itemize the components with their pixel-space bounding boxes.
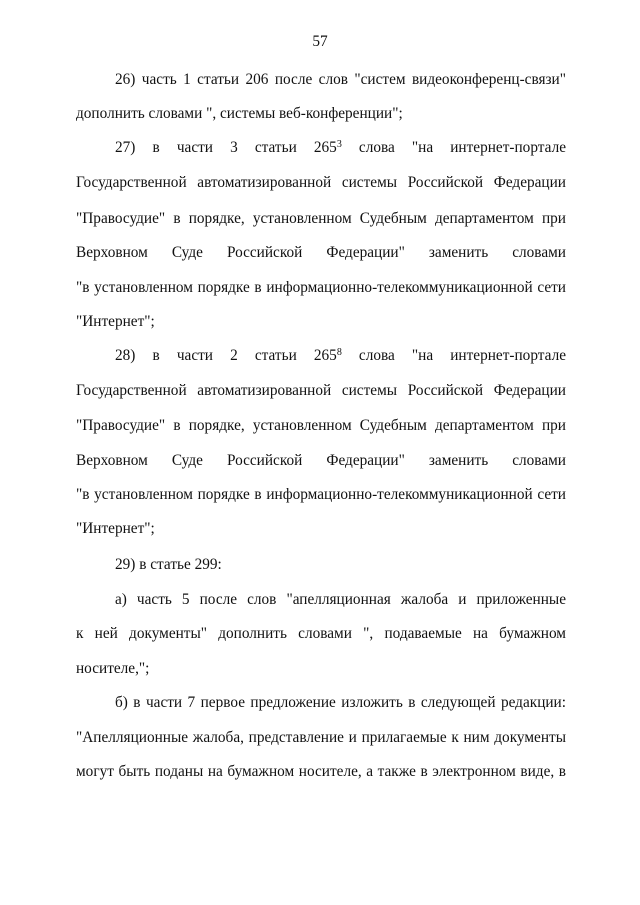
page-number: 57 <box>312 33 328 50</box>
text-line: Верховном Суде Российской Федерации" заменить словами <box>76 452 566 469</box>
text-line: "Интернет"; <box>76 313 155 330</box>
text-line: Верховном Суде Российской Федерации" заменить словами <box>76 244 566 261</box>
text-line: 29) в статье 299: <box>115 556 222 573</box>
text-line: "Правосудие" в порядке, установленном Судебным департаментом при <box>76 417 566 434</box>
text-line <box>115 346 566 366</box>
text-line: 26) часть 1 статьи 206 после слов "систем видеоконференц-связи" <box>115 71 566 88</box>
text-segment: слова "на интернет-портале <box>341 347 566 364</box>
superscript: 8 <box>336 347 342 358</box>
text-line: носителе,"; <box>76 660 150 677</box>
superscript: 3 <box>336 139 342 150</box>
text-segment: 28) в части 2 статьи 265 <box>115 347 337 364</box>
text-line: к ней документы" дополнить словами ", подаваемые на бумажном <box>76 625 566 642</box>
text-line: а) часть 5 после слов "апелляционная жалоба и приложенные <box>115 591 566 608</box>
text-line: могут быть поданы на бумажном носителе, а также в электронном виде, в <box>76 763 566 780</box>
text-line: б) в части 7 первое предложение изложить в следующей редакции: <box>115 694 566 711</box>
text-segment: слова "на интернет-портале <box>341 139 566 156</box>
text-line: Государственной автоматизированной системы Российской Федерации <box>76 174 566 191</box>
text-line: "Правосудие" в порядке, установленном Судебным департаментом при <box>76 210 566 227</box>
text-line: "Апелляционные жалоба, представление и прилагаемые к ним документы <box>76 729 566 746</box>
text-line: дополнить словами ", системы веб-конференции"; <box>76 105 403 122</box>
text-line: "в установленном порядке в информационно-телекоммуникационной сети <box>76 279 566 296</box>
text-line: Государственной автоматизированной системы Российской Федерации <box>76 382 566 399</box>
text-line: "в установленном порядке в информационно-телекоммуникационной сети <box>76 486 566 503</box>
text-segment: 27) в части 3 статьи 265 <box>115 139 337 156</box>
text-line: "Интернет"; <box>76 520 155 537</box>
text-line <box>115 138 566 158</box>
